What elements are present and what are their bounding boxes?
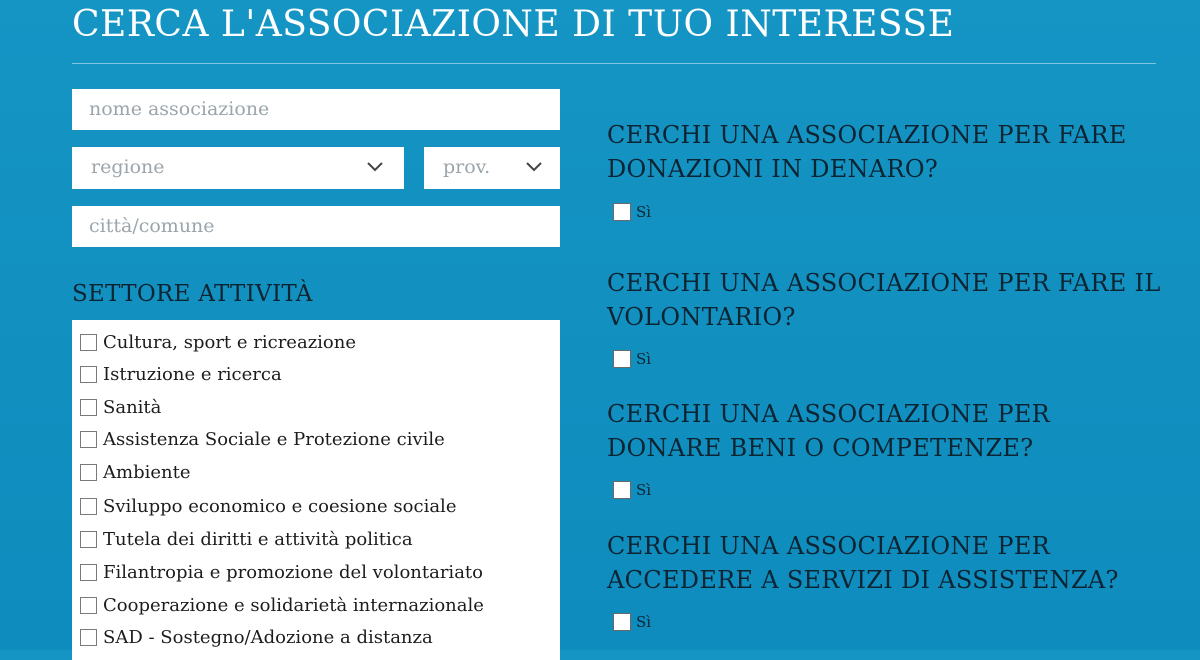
question-donate-goods: CERCHI UNA ASSOCIAZIONE PER DONARE BENI O COMPETENZE? [607, 400, 1051, 462]
sector-item[interactable] [80, 424, 445, 454]
checkbox[interactable] [80, 498, 97, 515]
sector-item[interactable] [80, 622, 433, 652]
volunteer-yes-option[interactable] [613, 350, 651, 368]
sector-item[interactable] [80, 457, 190, 487]
chevron-down-icon [525, 158, 543, 176]
sector-item[interactable] [80, 392, 161, 422]
region-select[interactable] [72, 147, 404, 189]
assistance-yes-option[interactable] [613, 613, 651, 631]
chevron-down-icon [366, 158, 384, 176]
checkbox[interactable] [80, 431, 97, 448]
title-divider [72, 63, 1156, 64]
checkbox[interactable] [80, 366, 97, 383]
option-label: Sì [636, 350, 652, 368]
city-input[interactable] [89, 206, 560, 246]
name-field [72, 89, 560, 130]
sector-item-label: Sviluppo economico e coesione sociale [103, 495, 457, 517]
sector-item-label: Cultura, sport e ricreazione [103, 331, 357, 353]
checkbox[interactable] [80, 399, 97, 416]
sector-label: SETTORE ATTIVITÀ [72, 281, 313, 307]
region-select-value: regione [91, 156, 165, 178]
checkbox[interactable] [613, 203, 631, 221]
question-volunteer: CERCHI UNA ASSOCIAZIONE PER FARE IL VOLONTARIO? [607, 269, 1161, 331]
city-field [72, 206, 560, 247]
checkbox[interactable] [80, 597, 97, 614]
sector-item[interactable] [80, 590, 484, 620]
checkbox[interactable] [80, 334, 97, 351]
option-label: Sì [636, 613, 652, 631]
sector-item[interactable] [80, 359, 282, 389]
sector-item-label: Tutela dei diritti e attività politica [103, 528, 413, 550]
sector-item-label: Istruzione e ricerca [103, 363, 282, 385]
checkbox[interactable] [613, 481, 631, 499]
association-name-input[interactable] [89, 89, 560, 129]
sector-item-label: Filantropia e promozione del volontariato [103, 561, 483, 583]
sector-item[interactable] [80, 327, 356, 357]
sector-item-label: SAD - Sostegno/Adozione a distanza [103, 626, 433, 648]
checkbox[interactable] [80, 464, 97, 481]
sector-item-label: Ambiente [103, 461, 191, 483]
province-select-value: prov. [443, 156, 491, 178]
sector-checklist [72, 320, 560, 660]
sector-item-label: Assistenza Sociale e Protezione civile [103, 428, 445, 450]
page-title: CERCA L'ASSOCIAZIONE DI TUO INTERESSE [72, 4, 955, 45]
checkbox[interactable] [80, 531, 97, 548]
donate-goods-yes-option[interactable] [613, 481, 651, 499]
checkbox[interactable] [613, 613, 631, 631]
sector-item-label: Cooperazione e solidarietà internazionale [103, 594, 484, 616]
province-select[interactable] [424, 147, 560, 189]
donations-yes-option[interactable] [613, 203, 651, 221]
option-label: Sì [636, 203, 652, 221]
checkbox[interactable] [80, 564, 97, 581]
sector-item[interactable] [80, 491, 456, 521]
question-assistance: CERCHI UNA ASSOCIAZIONE PER ACCEDERE A SERVIZI DI ASSISTENZA? [607, 532, 1119, 594]
sector-item[interactable] [80, 524, 413, 554]
question-donations: CERCHI UNA ASSOCIAZIONE PER FARE DONAZIONI IN DENARO? [607, 121, 1127, 183]
checkbox[interactable] [613, 350, 631, 368]
sector-item-label: Sanità [103, 396, 162, 418]
sector-item[interactable] [80, 557, 483, 587]
checkbox[interactable] [80, 629, 97, 646]
option-label: Sì [636, 481, 652, 499]
